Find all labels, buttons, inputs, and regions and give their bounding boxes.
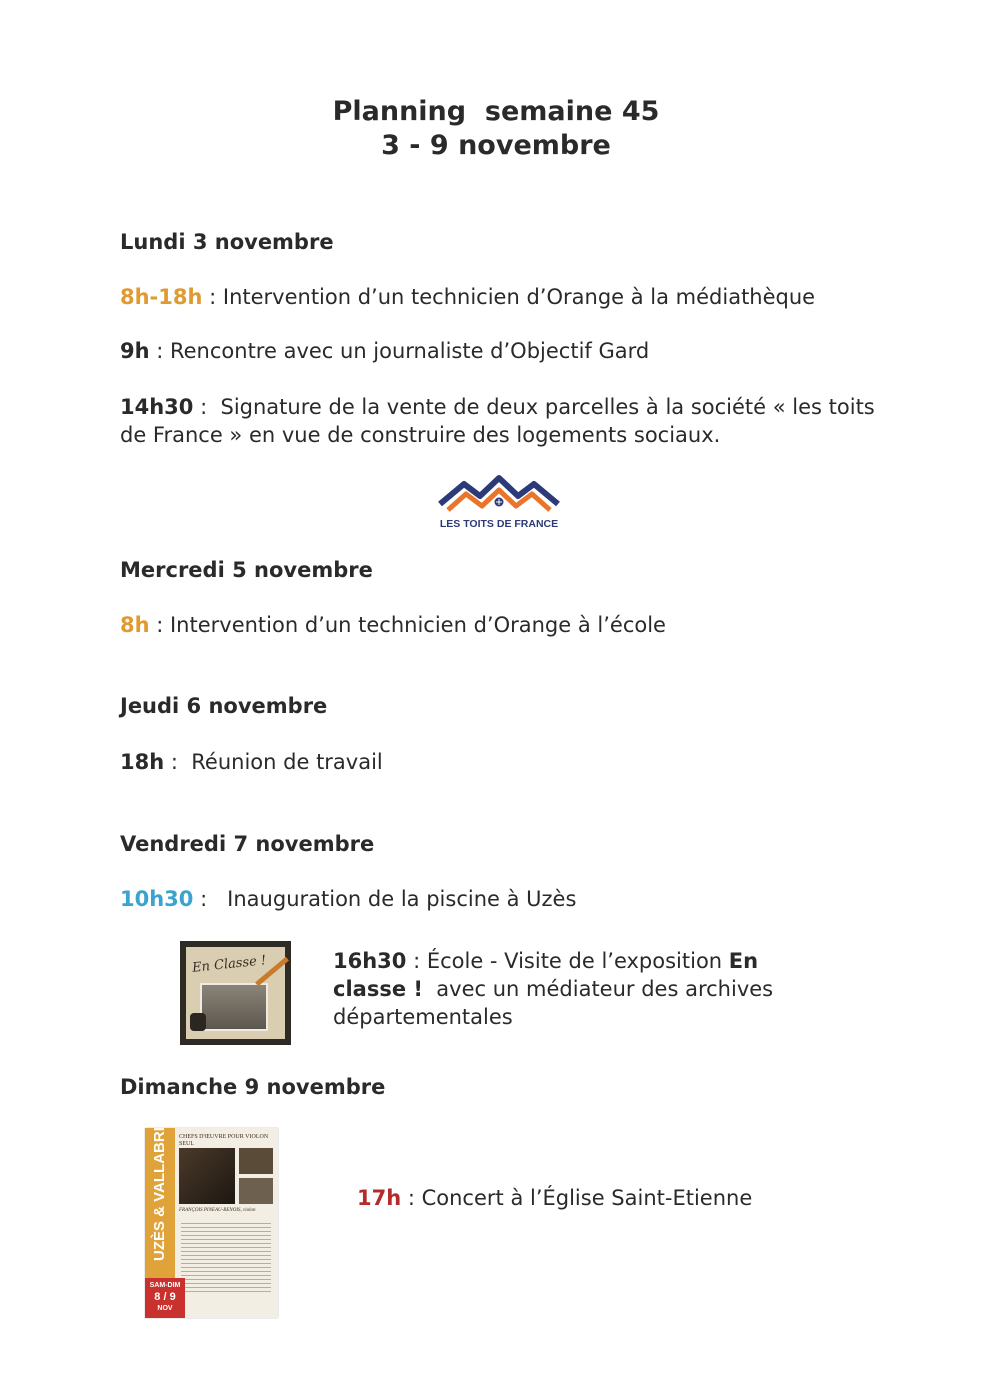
title-line-1: Planning semaine 45 [332,96,660,127]
event-lundi-3 [120,393,880,449]
event-text: : Réunion de travail [164,750,383,774]
event-vendredi-2 [333,947,803,1031]
day-heading-jeudi: Jeudi 6 novembre [120,694,328,718]
portrait-2 [239,1178,273,1204]
en-classe-image [180,941,291,1045]
concert-poster [145,1117,278,1318]
event-text-2: avec un médiateur des archives départementales [333,977,780,1029]
page-title [0,95,992,163]
event-time: 9h [120,339,150,363]
day-heading-lundi: Lundi 3 novembre [120,230,334,254]
day-heading-mercredi: Mercredi 5 novembre [120,558,373,582]
poster-headline: CHEFS D'ŒUVRE POUR VIOLON SEUL [179,1134,269,1147]
event-time: 18h [120,750,165,774]
event-time: 10h30 [120,887,194,911]
badge-dates: 8 / 9 [154,1291,176,1303]
event-jeudi-1 [120,748,880,776]
event-mercredi-1 [120,611,880,639]
event-text: : Intervention d’un technicien d’Orange à l’école [149,613,666,637]
poster-vertical-title: UZÈS & VALLABRIX [151,1117,168,1261]
poster-date-badge [145,1278,185,1318]
event-text: : Intervention d’un technicien d’Orange à la médiathèque [202,285,816,309]
en-classe-title: En Classe ! [191,953,267,976]
event-lundi-2 [120,337,880,365]
event-bold-text: En classe ! [333,949,759,1001]
event-time: 14h30 [120,395,194,419]
inkwell-icon [190,1013,206,1031]
day-heading-dimanche: Dimanche 9 novembre [120,1075,386,1099]
event-time: 8h [120,613,150,637]
event-vendredi-1 [120,885,880,913]
badge-month: NOV [157,1305,173,1312]
event-dimanche-1 [357,1184,917,1212]
event-lundi-1 [120,283,880,311]
portrait-1 [239,1148,273,1174]
logo-text: LES TOITS DE FRANCE [439,518,559,530]
class-photo [200,983,268,1031]
poster-performer: FRANÇOIS PINEAU-BENOIS, violon [179,1208,256,1213]
event-time: 17h [357,1186,402,1210]
badge-days: SAM-DIM [149,1282,181,1289]
event-time: 8h-18h [120,285,203,309]
event-text: : Signature de la vente de deux parcelles à la société « les toits de France » en vue de construire des logements sociaux. [120,395,882,447]
event-text: : Rencontre avec un journaliste d’Objectif Gard [149,339,650,363]
toits-de-france-logo [436,474,562,530]
event-text: : École - Visite de l’exposition [406,949,729,973]
violinist-photo [179,1148,235,1204]
event-text: : Inauguration de la piscine à Uzès [193,887,577,911]
day-heading-vendredi: Vendredi 7 novembre [120,832,375,856]
poster-program-text [181,1220,271,1294]
roof-icon [436,474,562,514]
title-line-2: 3 - 9 novembre [381,130,611,161]
event-time: 16h30 [333,949,407,973]
event-text: : Concert à l’Église Saint-Etienne [401,1186,753,1210]
